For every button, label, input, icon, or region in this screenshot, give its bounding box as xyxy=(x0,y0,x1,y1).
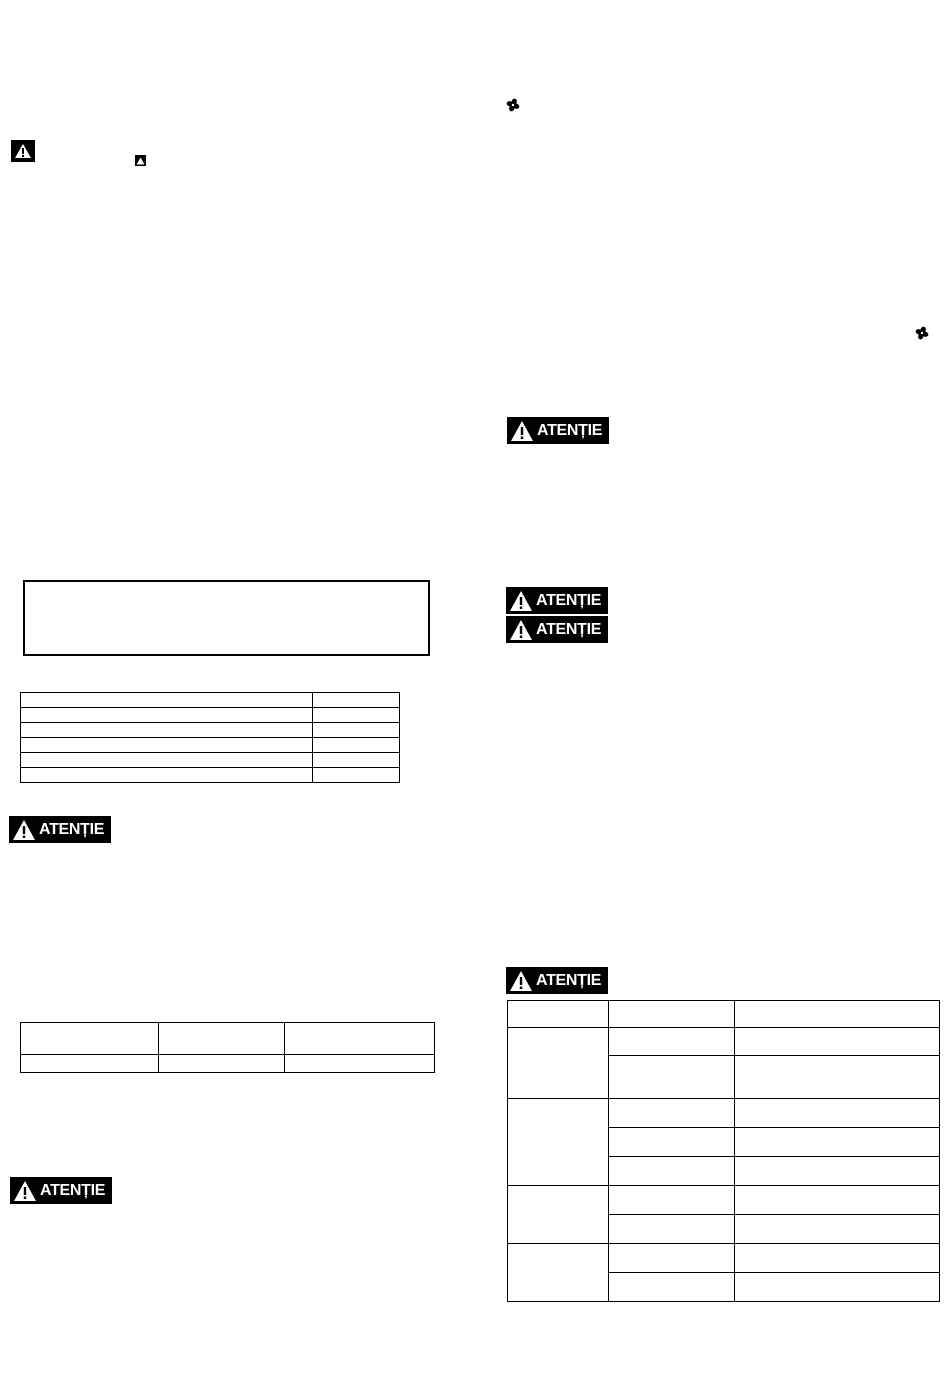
atentie-badge xyxy=(506,587,608,614)
table-row xyxy=(21,753,400,768)
table-row xyxy=(508,1186,940,1215)
warning-triangle-icon xyxy=(12,819,36,841)
troubleshooting-table xyxy=(507,1000,940,1302)
fan-icon xyxy=(915,326,929,340)
warning-triangle-icon xyxy=(509,970,533,992)
values-table xyxy=(20,1022,435,1073)
table-row xyxy=(21,708,400,723)
table-row xyxy=(508,1099,940,1128)
table-row xyxy=(21,768,400,783)
atentie-label: ATENȚIE xyxy=(39,820,105,838)
atentie-badge xyxy=(9,816,111,843)
table-row xyxy=(21,693,400,708)
fan-icon xyxy=(506,98,520,112)
atentie-label: ATENȚIE xyxy=(537,421,603,439)
atentie-badge xyxy=(506,967,608,994)
atentie-badge xyxy=(10,1177,112,1204)
table-row xyxy=(508,1244,940,1273)
table-row xyxy=(21,1055,435,1073)
table-row xyxy=(21,1023,435,1055)
table-row xyxy=(508,1028,940,1056)
atentie-badge xyxy=(507,417,609,444)
atentie-label: ATENȚIE xyxy=(536,971,602,989)
warning-icon xyxy=(11,140,35,162)
warning-triangle-icon xyxy=(509,619,533,641)
table-row xyxy=(21,738,400,753)
warning-triangle-icon xyxy=(13,1180,37,1202)
atentie-badge xyxy=(506,616,608,643)
atentie-label: ATENȚIE xyxy=(40,1181,106,1199)
table-row xyxy=(508,1001,940,1028)
warning-triangle-icon xyxy=(510,420,534,442)
notice-box xyxy=(23,580,430,656)
table-row xyxy=(21,723,400,738)
warning-icon-small xyxy=(135,155,146,166)
atentie-label: ATENȚIE xyxy=(536,591,602,609)
spec-table xyxy=(20,692,400,783)
warning-triangle-icon xyxy=(509,590,533,612)
atentie-label: ATENȚIE xyxy=(536,620,602,638)
